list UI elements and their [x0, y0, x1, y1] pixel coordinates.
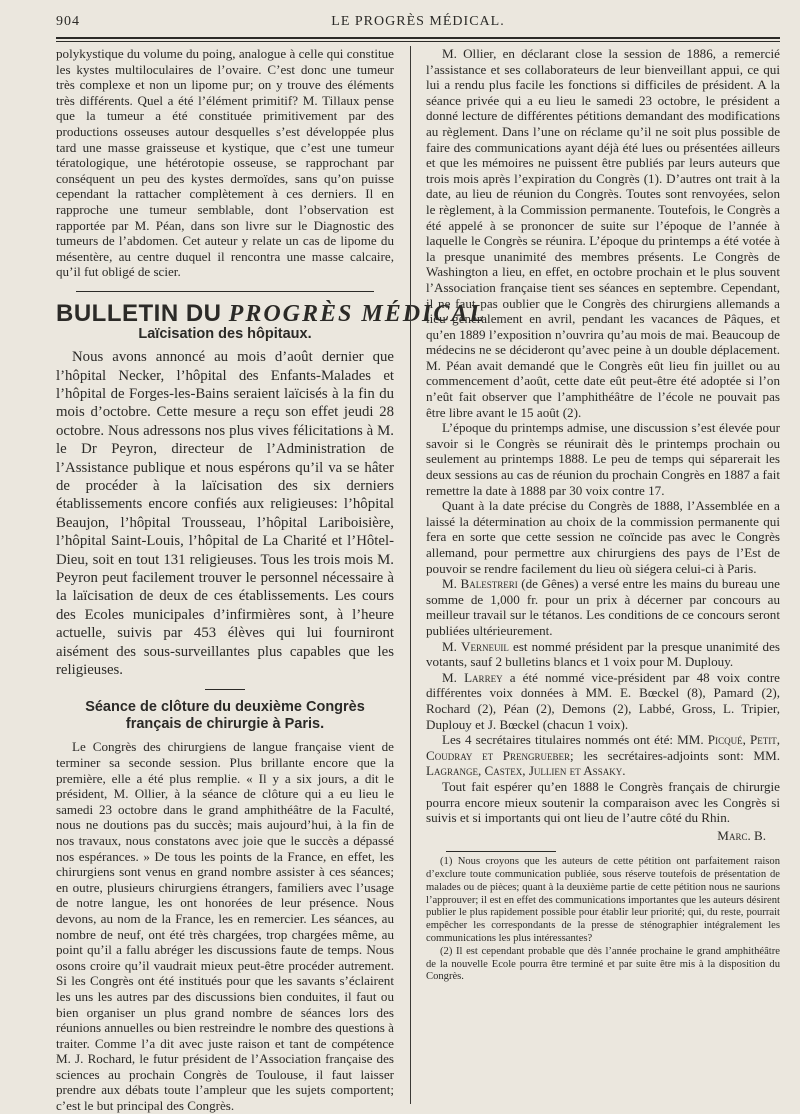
president-paragraph: M. Verneuil est nommé président par la presque unanimité des votants, sauf 2 bulletins blancs et 1 voix pour M. Duplouy.: [426, 638, 780, 670]
ollier-paragraph: M. Ollier, en déclarant close la session de 1886, a remercié l’assistance et ses collaborateurs de leur bienveillant appui, ce qui lui a rendu plus facile les fonctions si difficiles de président. A la séance privée qui a eu lieu le samedi 23 octobre, le président a donné lecture de différentes pétitions demandant des modifications au règlement. Dans l’une on réclame qu’il ne soit plus possible de faire des communications ayant déjà été lues ou présentées ailleurs et que les mémoires ne puissent être publiés par leurs auteurs que trois mois après l’expiration du Congrès (1). D’autres ont trait à la date, au lieu de réunion du Congrès. Toutes sont renvoyées, selon le règlement, à la Commission permanente. Toutefois, le Congrès a été appelé à se prononcer de suite sur l’époque de l’année à laquelle le Congrès se réunira. L’époque du printemps a été votée à la presque unanimité des membres présents. Le Congrès de Washington a lieu, en effet, en octobre prochain et le plus souvent l’Association française tient ses séances en septembre. Cependant, il ne faut pas oublier que le Congrès des chirurgiens allemands a lieu généralement en avril, pendant les vacances de Pâques, et qu’en 1889 l’exposition n’ouvrira qu’au mois de mai. Beaucoup de médecins ne se décideront qu’avec peine à un double déplacement. M. Péan avait demandé que le Congrès eût lieu fin juillet ou au commencement d’août, cette date eût peut-être été adoptée si l’on n’eût fait observer que l’amphithéâtre de l’école ne pouvait pas être libre avant le 15 août (2).: [426, 46, 780, 420]
secretaries-paragraph: [426, 732, 780, 779]
article-divider: [205, 689, 245, 690]
secretaries-names: Picqué, Petit, Coudray et Prengrueber: [426, 732, 780, 763]
page-header: [56, 14, 780, 32]
right-column: [426, 46, 780, 984]
laicisation-article: [56, 348, 394, 679]
vice-president-paragraph: M. Larrey a été nommé vice-président par 48 voix contre différentes voix données à MM. E. Bœckel (8), Pamard (2), Rochard (2), Péan (2), Demons (2), Labbé, Gross, L. Tripier, Duplouy et J. Bœckel (chacun 1 voix).: [426, 669, 780, 732]
running-title: LE PROGRÈS MÉDICAL.: [331, 14, 505, 29]
footnote-1: (1) Nous croyons que les auteurs de cette pétition ont parfaitement raison d’exclure toute communication publiée, sous réserve toutefois de présentation de malades ou de pièces; quant à la deuxième partie de cette pétition nous ne saurions l’approuver; il est en effet des communications importantes que les auteurs désirent publier le plus rapidement possible pour établir leur priorité; qui, du reste, pourrait empêcher les correspondants de la presse de sténographier intégralement les communications les plus intéressantes?: [426, 856, 780, 945]
header-rule-thin: [56, 41, 780, 42]
bulletin-heading: [56, 299, 487, 327]
date-paragraph: Quant à la date précise du Congrès de 1888, l’Assemblée en a laissé la détermination au choix de la commission permanente qui fera en sorte que cette session ne coïncide pas avec le Congrès allemand, pour permettre aux chirurgiens des pays de l’Est de pouvoir se rendre facilement du lieu où siégera celui-ci à Paris.: [426, 498, 780, 576]
secretaries-text-mid: ; les secrétaires-adjoints sont: MM.: [570, 747, 780, 763]
section-divider: [76, 291, 374, 292]
signature: Marc. B.: [717, 827, 766, 843]
continuation-paragraph: polykystique du volume du poing, analogue à celle qui constitue les kystes multiloculaires de l’ovaire. C’est donc une tumeur très complexe et non un lipome pur; on y trouve des éléments très différents. Quel a été l’élément primitif? M. Tillaux pense que la tumeur a été constituée primitivement par des productions osseuses autour desquelles s’est développée plus tard une masse graisseuse et kystique, que c’est une tumeur tératologique, une hétérotopie osseuse, se rapprochant par conséquent un peu des kystes dermoïdes, sans qu’on puisse cependant la rattacher complètement à ces derniers. Il en rapproche une tumeur semblable, dont l’observation est rapportée par M. Péan, dans son livre sur le Diagnostic des tumeurs de l’abdomen. Cet auteur y relate un cas de lipome du mésentère, au centre duquel il rencontra une masse calcaire, qu’il fut obligé de scier.: [56, 46, 394, 280]
printemps-paragraph: L’époque du printemps admise, une discussion s’est élevée pour savoir si le Congrès se réunirait dès le printemps prochain ou seulement au printemps 1888. Le peu de temps qui séparerait les deux sessions au cas de réunion du prochain Congrès en 1887 a fait remettre la date à 1888 par 30 voix contre 17.: [426, 420, 780, 498]
adjoints-names: Lagrange, Castex, Jullien et Assaky.: [426, 763, 626, 779]
seance-title: Séance de clôture du deuxième Congrès français de chirurgie à Paris.: [85, 699, 365, 733]
secretaries-text: Les 4 secrétaires titulaires nommés ont été: MM.: [442, 732, 704, 748]
vice-president-text: a été nommé vice-président par 48 voix contre différentes voix données à MM. E. Bœckel (8), Pamard (2), Rochard (2), Péan (2), Demons (2), Labbé, Gross, L. Tripier, Duplouy et J. Bœckel (chacun 1 voix).: [426, 669, 780, 732]
footnote-rule: [446, 851, 556, 852]
laicisation-title: Laïcisation des hôpitaux.: [138, 325, 312, 342]
footnote-2: (2) Il est cependant probable que dès l’année prochaine le grand amphithéâtre de la nouvelle Ecole pourra être terminé et par suite être mis à la disposition du Congrès.: [426, 945, 780, 983]
person-name: Larrey: [464, 669, 503, 685]
bulletin-heading-roman: BULLETIN DU: [56, 299, 222, 327]
president-text: est nommé président par la presque unanimité des votants, sauf 2 bulletins blancs et 1 voix pour M. Duplouy.: [426, 638, 780, 670]
laicisation-paragraph: Nous avons annoncé au mois d’août dernier que l’hôpital Necker, l’hôpital des Enfants-Malades et l’hôpital de Forges-les-Bains seraient laïcisés à la fin du mois d’octobre. Cette mesure a reçu son effet jeudi 28 octobre. Nous adressons nos plus vives félicitations à M. le Dr Peyron, directeur de l’Administration de l’Assistance publique et nous espérons qu’il va se hâter de procéder à la laïcisation des six derniers établissements encore confiés aux religieuses: l’hôpital Beaujon, l’hôpital Trousseau, l’hôpital Lariboisière, l’hôpital Saint-Louis, l’hôpital de La Charité et l’Hôtel-Dieu, soit en tout 131 religieuses. Tous les trois mois M. Peyron peut facilement trouver le personnel nécessaire à la laïcisation de deux de ces établissements. Les cours des Ecoles municipales d’infirmières sont, à l’heure actuelle, suivis par 453 élèves qui lui fourniront aisément des sous-surveillantes plus capables que les religieuses.: [56, 349, 394, 678]
person-name: Balestreri: [460, 576, 518, 592]
bulletin-heading-italic: PROGRÈS MÉDICAL: [228, 300, 487, 327]
column-rule: [410, 46, 411, 1104]
person-name: Verneuil: [460, 638, 509, 654]
header-rule: [56, 37, 780, 39]
closing-paragraph: Tout fait espérer qu’en 1888 le Congrès français de chirurgie pourra encore mieux soutenir la comparaison avec les Congrès si suivis et si importants qui ont lieu de l’autre côté du Rhin.: [426, 778, 780, 826]
seance-paragraph: Le Congrès des chirurgiens de langue française vient de terminer sa seconde session. Plus brillante encore que la première, elle a été plus remplie. « Il y a six jours, a dit le président, M. Ollier, à la séance de clôture qui a eu lieu le samedi 23 octobre dans le grand amphithéâtre de la Faculté, nous ne doutions pas du succès; mais aujourd’hui, à la fin de nos travaux, nous constatons avec joie que le succès a dépassé nos espérances. » De tous les points de la France, en effet, les chirurgiens sont venus en grand nombre assister à ces séances; en outre, plusieurs chirurgiens étrangers, familiers avec l’usage de notre langue, les ont honorées de leur présence. Nous devons, au nom de la France, les en remercier. Les séances, au nombre de neuf, ont été très chargées, trop chargées même, au point qu’il a fallu abréger les discussions faute de temps. Nous osons croire qu’il vaudrait mieux peut-être procéder autrement. Si les Congrès ont été institués pour que les savants s’éclairent les uns les autres par des discussions bien conduites, il faut ou bien organiser un plus grand nombre de séances lors des réunions annuelles ou bien restreindre le nombre des questions à traiter. Comme l’a dit avec juste raison et tant de compétence M. J. Rochard, le futur président de l’Association française des sciences au prochain Congrès de Toulouse, il faut laisser prendre aux débats toute l’ampleur que les sujets comportent; c’est le but principal des Congrès.: [56, 739, 394, 1114]
prize-text: (de Gênes) a versé entre les mains du bureau une somme de 1,000 fr. pour un prix à décerner par concours au meilleur travail sur le tétanos. Les conditions de ce concours seront publiées ultérieurement.: [426, 576, 780, 638]
page-number: 904: [56, 14, 80, 29]
prize-paragraph: M. Balestreri (de Gênes) a versé entre les mains du bureau une somme de 1,000 fr. pour un prix à décerner par concours au meilleur travail sur le tétanos. Les conditions de ce concours seront publiées ultérieurement.: [426, 576, 780, 638]
footnotes: [426, 856, 780, 984]
